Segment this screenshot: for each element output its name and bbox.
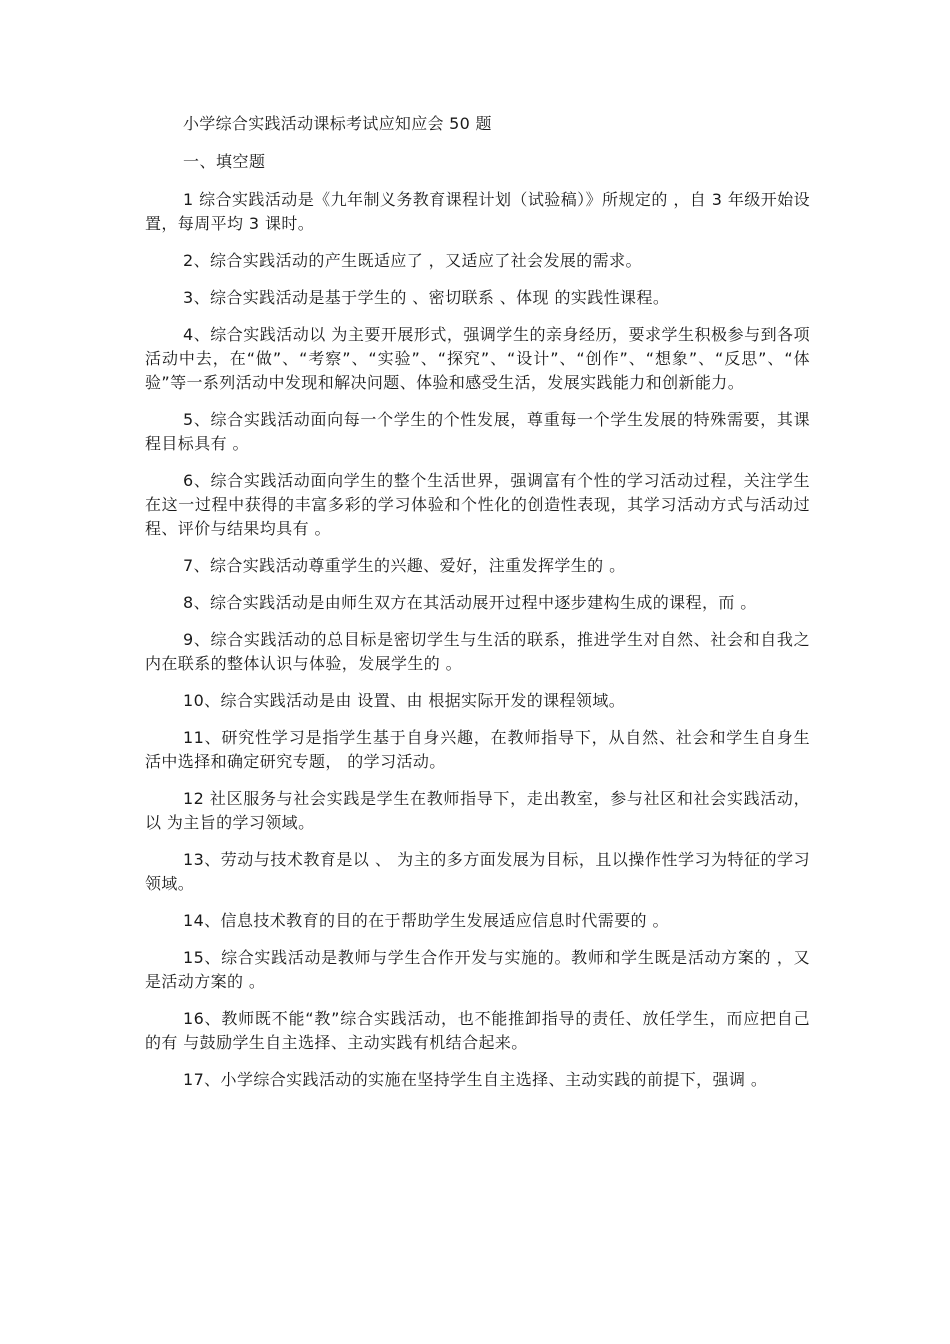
question-paragraph: 15、综合实践活动是教师与学生合作开发与实施的。教师和学生既是活动方案的 ，又是活动方案的 。: [145, 948, 810, 991]
question-paragraph: 14、信息技术教育的目的在于帮助学生发展适应信息时代需要的 。: [183, 911, 669, 930]
question-paragraph: 12 社区服务与社会实践是学生在教师指导下，走出教室，参与社区和社会实践活动，以 为主旨的学习领域。: [145, 789, 810, 832]
question-paragraph: 9、综合实践活动的总目标是密切学生与生活的联系，推进学生对自然、社会和自我之内在联系的整体认识与体验，发展学生的 。: [145, 630, 810, 673]
question-paragraph: 17、小学综合实践活动的实施在坚持学生自主选择、主动实践的前提下，强调 。: [183, 1070, 768, 1089]
document-title: 小学综合实践活动课标考试应知应会 50 题: [183, 114, 492, 133]
question-paragraph: 7、综合实践活动尊重学生的兴趣、爱好，注重发挥学生的 。: [183, 556, 626, 575]
question-paragraph: 13、劳动与技术教育是以 、 为主的多方面发展为目标，且以操作性学习为特征的学习领域。: [145, 850, 810, 893]
section-heading: 一、填空题: [183, 152, 266, 171]
question-paragraph: 8、综合实践活动是由师生双方在其活动展开过程中逐步建构生成的课程，而 。: [183, 593, 757, 612]
question-paragraph: 16、教师既不能“教”综合实践活动，也不能推卸指导的责任、放任学生，而应把自己的有 与鼓励学生自主选择、主动实践有机结合起来。: [145, 1009, 810, 1052]
question-paragraph: 6、综合实践活动面向学生的整个生活世界，强调富有个性的学习活动过程，关注学生在这一过程中获得的丰富多彩的学习体验和个性化的创造性表现，其学习活动方式与活动过程、评价与结果均具有 。: [145, 471, 810, 538]
question-paragraph: 2、综合实践活动的产生既适应了 ，又适应了社会发展的需求。: [183, 251, 642, 270]
document-page: [145, 112, 810, 1105]
question-paragraph: 11、研究性学习是指学生基于自身兴趣，在教师指导下，从自然、社会和学生自身生活中选择和确定研究专题， 的学习活动。: [145, 728, 810, 771]
question-paragraph: 1 综合实践活动是《九年制义务教育课程计划（试验稿）》所规定的 ，自 3 年级开始设置，每周平均 3 课时。: [145, 190, 810, 233]
question-paragraph: 4、综合实践活动以 为主要开展形式，强调学生的亲身经历，要求学生积极参与到各项活动中去，在“做”、“考察”、“实验”、“探究”、“设计”、“创作”、“想象”、“反思”、“体验”等一系列活动中发现和解决问题、体验和感受生活，发展实践能力和创新能力。: [145, 325, 810, 392]
question-paragraph: 3、综合实践活动是基于学生的 、密切联系 、体现 的实践性课程。: [183, 288, 670, 307]
question-paragraph: 5、综合实践活动面向每一个学生的个性发展，尊重每一个学生发展的特殊需要，其课程目标具有 。: [145, 410, 810, 453]
question-paragraph: 10、综合实践活动是由 设置、由 根据实际开发的课程领域。: [183, 691, 626, 710]
